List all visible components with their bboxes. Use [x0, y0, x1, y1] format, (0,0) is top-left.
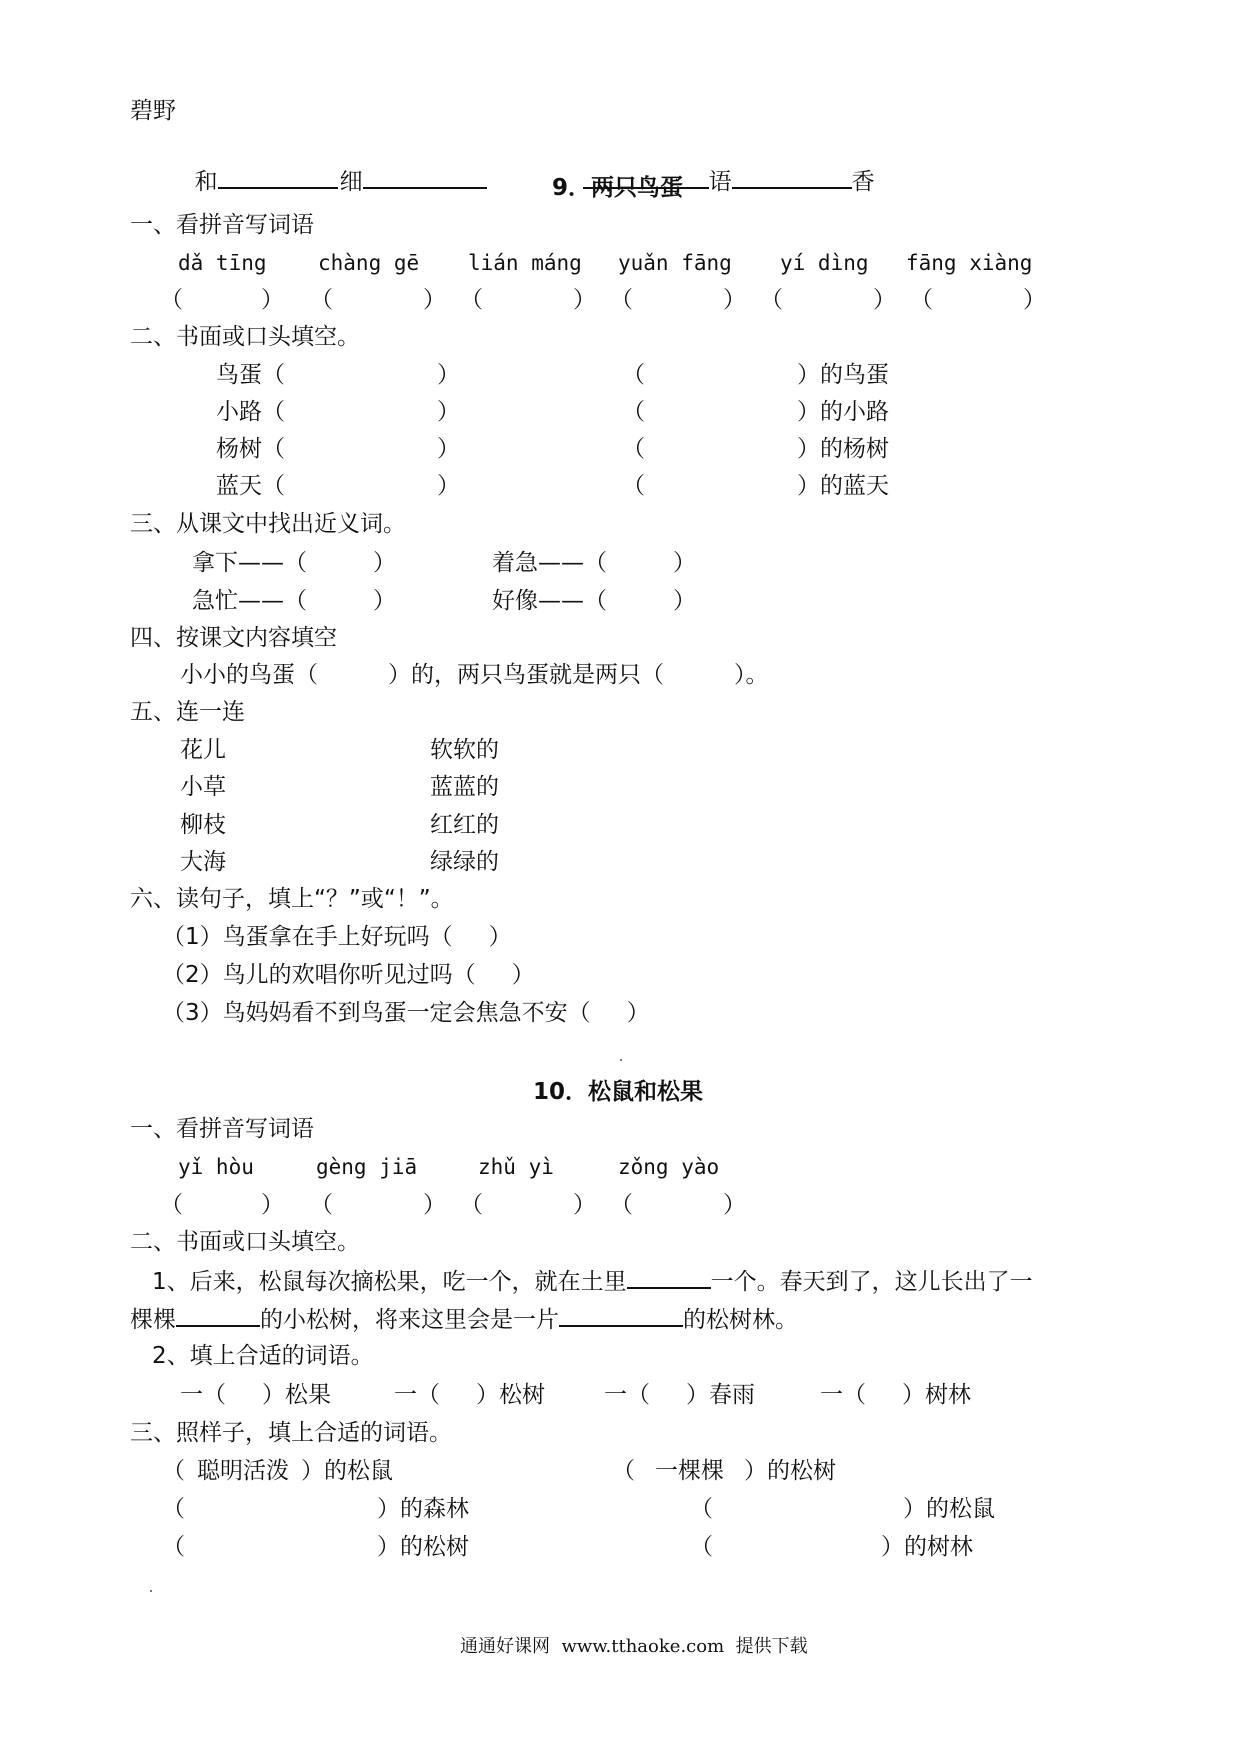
- match-left[interactable]: 柳枝: [180, 812, 226, 838]
- blank[interactable]: [732, 165, 852, 189]
- match-right[interactable]: 红红的: [430, 812, 499, 838]
- match-right[interactable]: 软软的: [430, 737, 499, 763]
- fill-left: 小路（ ）: [216, 399, 460, 425]
- measure-word-item: 一（ ）松树: [394, 1382, 545, 1408]
- blank[interactable]: [627, 1265, 711, 1289]
- section-heading: 一、看拼音写词语: [130, 1116, 314, 1142]
- pinyin: zǒng yào: [618, 1155, 720, 1179]
- section-heading: 六、读句子，填上“？”或“！”。: [130, 886, 454, 912]
- fill-left: （ ）的森林: [162, 1496, 469, 1522]
- blank[interactable]: [559, 1303, 683, 1327]
- pinyin: yuǎn fāng: [618, 251, 732, 275]
- word-xi: 细: [339, 169, 363, 195]
- page-footer: 通通好课网 www.tthaoke.com 提供下载: [460, 1636, 808, 1657]
- blank[interactable]: [218, 165, 338, 189]
- pinyin: yǐ hòu: [178, 1155, 254, 1179]
- blank[interactable]: [363, 165, 487, 189]
- pinyin: chàng gē: [318, 251, 420, 275]
- synonym-item: 着急——（ ）: [492, 550, 696, 576]
- fill-right: （ ）的杨树: [622, 436, 889, 462]
- answer-box[interactable]: （ ）: [910, 287, 1046, 313]
- answer-box[interactable]: （ ）: [610, 1192, 746, 1218]
- fill-right: （ ）的树林: [690, 1534, 973, 1560]
- paragraph-line: 棵棵 的小松树，将来这里会是一片 的松树林。: [130, 1303, 798, 1335]
- word-yu: 语: [708, 169, 732, 195]
- section-heading: 五、连一连: [130, 699, 245, 725]
- paragraph-line: 1、后来，松鼠每次摘松果，吃一个，就在土里 一个。春天到了，这儿长出了一: [152, 1265, 1033, 1297]
- example-left: （ 聪明活泼 ）的松鼠: [162, 1458, 393, 1484]
- word-he: 和: [194, 169, 218, 195]
- fill-right: （ ）的松鼠: [690, 1496, 995, 1522]
- answer-box[interactable]: （ ）: [460, 287, 596, 313]
- sentence-fill: 小小的鸟蛋（ ）的，两只鸟蛋就是两只（ ）。: [180, 662, 769, 688]
- section-heading: 二、书面或口头填空。: [130, 1229, 360, 1255]
- punctuation-item: （2）鸟儿的欢唱你听见过吗（ ）: [162, 962, 535, 988]
- section-heading: 四、按课文内容填空: [130, 625, 337, 651]
- scan-speck: [620, 1059, 622, 1061]
- fill-right: （ ）的蓝天: [622, 473, 889, 499]
- pinyin: dǎ tīng: [178, 251, 267, 275]
- section-heading: 三、从课文中找出近义词。: [130, 511, 406, 537]
- example-right: （ 一棵棵 ）的松树: [612, 1458, 836, 1484]
- answer-box[interactable]: （ ）: [760, 287, 896, 313]
- lesson-10-title: 10．松鼠和松果: [533, 1079, 704, 1105]
- answer-box[interactable]: （ ）: [310, 1192, 446, 1218]
- synonym-item: 好像——（ ）: [492, 588, 696, 614]
- fill-right: （ ）的小路: [622, 399, 889, 425]
- answer-box[interactable]: （ ）: [610, 287, 746, 313]
- synonym-item: 急忙——（ ）: [192, 588, 396, 614]
- answer-box[interactable]: （ ）: [310, 287, 446, 313]
- lesson-9-title: 9．两只鸟蛋: [552, 175, 684, 201]
- sub-heading: 2、填上合适的词语。: [152, 1343, 374, 1369]
- fill-right: （ ）的鸟蛋: [622, 362, 889, 388]
- fill-left: 鸟蛋（ ）: [216, 362, 460, 388]
- pinyin: lián máng: [468, 251, 582, 275]
- answer-box[interactable]: （ ）: [460, 1192, 596, 1218]
- match-right[interactable]: 蓝蓝的: [430, 774, 499, 800]
- section-heading: 一、看拼音写词语: [130, 212, 314, 238]
- match-left[interactable]: 花儿: [180, 737, 226, 763]
- match-left[interactable]: 大海: [180, 849, 226, 875]
- section-heading: 三、照样子，填上合适的词语。: [130, 1420, 452, 1446]
- answer-box[interactable]: （ ）: [160, 287, 284, 313]
- fill-row: [180, 135, 487, 197]
- pinyin: gèng jiā: [316, 1155, 418, 1179]
- measure-word-item: 一（ ）树林: [820, 1382, 971, 1408]
- pinyin: fāng xiàng: [906, 251, 1033, 275]
- pinyin: yí dìng: [780, 251, 869, 275]
- punctuation-item: （1）鸟蛋拿在手上好玩吗（ ）: [162, 924, 512, 950]
- fill-left: 杨树（ ）: [216, 436, 460, 462]
- pinyin: zhǔ yì: [478, 1155, 554, 1179]
- measure-word-item: 一（ ）春雨: [604, 1382, 755, 1408]
- section-heading: 二、书面或口头填空。: [130, 324, 360, 350]
- fill-left: 蓝天（ ）: [216, 473, 460, 499]
- punctuation-item: （3）鸟妈妈看不到鸟蛋一定会焦急不安（ ）: [162, 1000, 650, 1026]
- match-left[interactable]: 小草: [180, 774, 226, 800]
- measure-word-item: 一（ ）松果: [180, 1382, 331, 1408]
- match-right[interactable]: 绿绿的: [430, 849, 499, 875]
- answer-box[interactable]: （ ）: [160, 1192, 284, 1218]
- blank[interactable]: [176, 1303, 260, 1327]
- poem-author: 碧野: [130, 98, 176, 124]
- word-xiang: 香: [851, 169, 875, 195]
- fill-left: （ ）的松树: [162, 1534, 469, 1560]
- scan-speck: [150, 1590, 152, 1592]
- synonym-item: 拿下——（ ）: [192, 550, 396, 576]
